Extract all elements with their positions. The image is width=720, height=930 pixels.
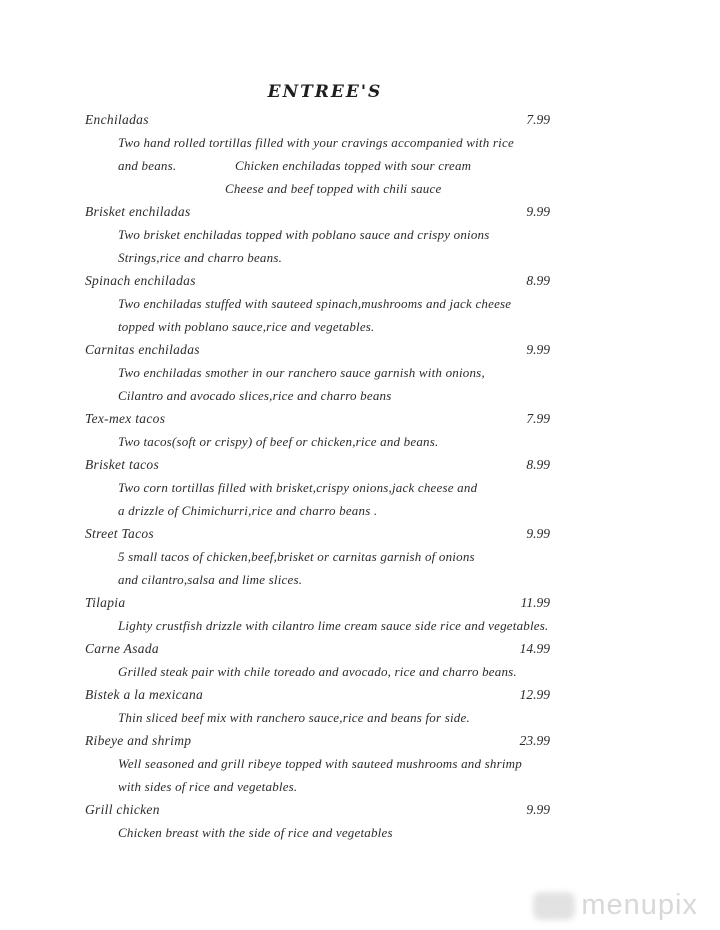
menu-item-description-line: Chicken breast with the side of rice and vegetables bbox=[118, 825, 393, 840]
menu-item-price: 8.99 bbox=[526, 273, 550, 288]
page-title: ENTREE'S bbox=[267, 82, 383, 102]
menu-item-header bbox=[85, 637, 550, 660]
menu-item-price: 7.99 bbox=[526, 411, 550, 426]
menu-item-price: 8.99 bbox=[526, 457, 550, 472]
menu-item-header bbox=[85, 683, 550, 706]
menu-item-name: Spinach enchiladas bbox=[85, 273, 196, 288]
menu-item bbox=[85, 729, 550, 798]
menu-item-price: 9.99 bbox=[526, 526, 550, 541]
menu-item-description-line: Two tacos(soft or crispy) of beef or chicken,rice and beans. bbox=[118, 434, 439, 449]
menu-item-description-line: Two enchiladas stuffed with sauteed spinach,mushrooms and jack cheese bbox=[118, 296, 512, 311]
menu-item bbox=[85, 200, 550, 269]
menu-item-description-line: Two brisket enchiladas topped with poblano sauce and crispy onions bbox=[118, 227, 490, 242]
menu-item bbox=[85, 338, 550, 407]
menu-item-description-line: Lighty crustfish drizzle with cilantro lime cream sauce side rice and vegetables. bbox=[118, 618, 549, 633]
menu-item-name: Brisket tacos bbox=[85, 457, 160, 472]
menu-item bbox=[85, 453, 550, 522]
menu-item-description-line: and cilantro,salsa and lime slices. bbox=[118, 572, 303, 587]
menu-item-description-line: a drizzle of Chimichurri,rice and charro beans . bbox=[118, 503, 378, 518]
menu-item-header bbox=[85, 453, 550, 476]
menu-item-header bbox=[85, 338, 550, 361]
menu-item-description-line: Strings,rice and charro beans. bbox=[118, 250, 283, 265]
menu-items bbox=[85, 108, 550, 844]
menu-item-description-line: Two corn tortillas filled with brisket,crispy onions,jack cheese and bbox=[118, 480, 478, 495]
menu-item bbox=[85, 522, 550, 591]
menu-item-header bbox=[85, 522, 550, 545]
menu-item-price: 23.99 bbox=[519, 733, 550, 748]
menu-item-name: Tex-mex tacos bbox=[85, 411, 166, 426]
menu-item bbox=[85, 637, 550, 683]
menu-item bbox=[85, 407, 550, 453]
menu-item-name: Tilapia bbox=[85, 595, 126, 610]
menu-item-price: 11.99 bbox=[520, 595, 550, 610]
menu-item-name: Bistek a la mexicana bbox=[85, 687, 204, 702]
menu-item bbox=[85, 269, 550, 338]
menu-item-price: 9.99 bbox=[526, 342, 550, 357]
menu-item-price: 9.99 bbox=[526, 204, 550, 219]
menu-item bbox=[85, 591, 550, 637]
menu-item-header bbox=[85, 729, 550, 752]
menu-item-header bbox=[85, 269, 550, 292]
menu-item-header bbox=[85, 591, 550, 614]
menu-item-name: Enchiladas bbox=[85, 112, 149, 127]
menu-item-price: 7.99 bbox=[526, 112, 550, 127]
menu-item-description-line: Grilled steak pair with chile toreado and avocado, rice and charro beans. bbox=[118, 664, 517, 679]
menu-item-header bbox=[85, 108, 550, 131]
menu-item-header bbox=[85, 200, 550, 223]
menu-item-description-line: and beans. Chicken enchiladas topped with sour cream bbox=[118, 158, 472, 173]
menu-item bbox=[85, 108, 550, 200]
menu-item-name: Grill chicken bbox=[85, 802, 160, 817]
menu-item-name: Carnitas enchiladas bbox=[85, 342, 200, 357]
menu-item-description-line: with sides of rice and vegetables. bbox=[118, 779, 298, 794]
menu-item-description-line: Cheese and beef topped with chili sauce bbox=[118, 181, 442, 196]
watermark bbox=[533, 891, 698, 920]
menu-item-description-line: topped with poblano sauce,rice and vegetables. bbox=[118, 319, 375, 334]
menu-item-description-line: Cilantro and avocado slices,rice and charro beans bbox=[118, 388, 392, 403]
menu-item-description-line: Two enchiladas smother in our ranchero sauce garnish with onions, bbox=[118, 365, 485, 380]
menu-item-name: Ribeye and shrimp bbox=[85, 733, 192, 748]
menu-item-price: 14.99 bbox=[519, 641, 550, 656]
menu-item-description-line: Two hand rolled tortillas filled with your cravings accompanied with rice bbox=[118, 135, 514, 150]
menu-item-price: 12.99 bbox=[519, 687, 550, 702]
menu-item-header bbox=[85, 798, 550, 821]
menu-item bbox=[85, 798, 550, 844]
menu-item-header bbox=[85, 407, 550, 430]
menu-item-description-line: Thin sliced beef mix with ranchero sauce,rice and beans for side. bbox=[118, 710, 470, 725]
watermark-logo-icon bbox=[533, 892, 575, 920]
menu-item-name: Brisket enchiladas bbox=[85, 204, 191, 219]
watermark-text: menupix bbox=[581, 889, 698, 921]
menu-item-description-line: Well seasoned and grill ribeye topped with sauteed mushrooms and shrimp bbox=[118, 756, 522, 771]
menu-item-description-line: 5 small tacos of chicken,beef,brisket or carnitas garnish of onions bbox=[118, 549, 475, 564]
menu-item-price: 9.99 bbox=[526, 802, 550, 817]
menu-item-name: Street Tacos bbox=[85, 526, 154, 541]
menu-item bbox=[85, 683, 550, 729]
menu-item-name: Carne Asada bbox=[85, 641, 159, 656]
